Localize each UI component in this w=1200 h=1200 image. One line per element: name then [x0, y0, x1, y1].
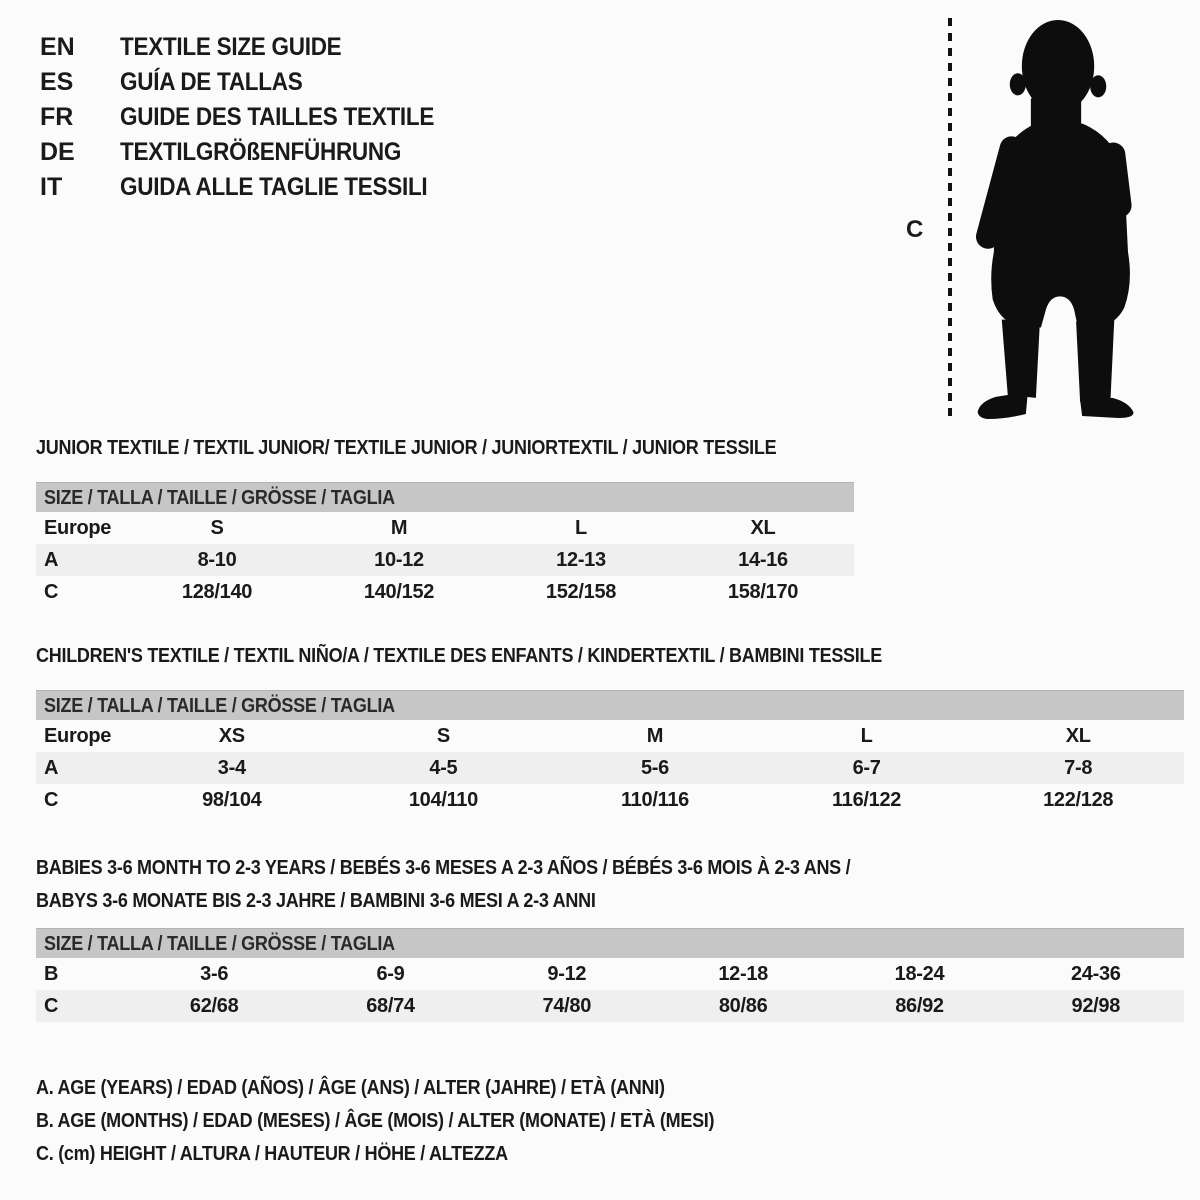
table-row	[36, 990, 1184, 1022]
height-value: 68/74	[366, 995, 415, 1017]
babies-section-title-line2: BABYS 3-6 MONATE BIS 2-3 JAHRE / BAMBINI 3-6 MESI A 2-3 ANNI	[36, 890, 596, 912]
junior-section-title: JUNIOR TEXTILE / TEXTIL JUNIOR/ TEXTILE JUNIOR / JUNIORTEXTIL / JUNIOR TESSILE	[36, 437, 777, 459]
guide-title: GUIDE DES TAILLES TEXTILE	[120, 103, 435, 131]
table-row	[36, 720, 1184, 752]
size-header-bar: SIZE / TALLA / TAILLE / GRÖSSE / TAGLIA	[36, 928, 1184, 958]
guide-title: TEXTILE SIZE GUIDE	[120, 33, 342, 61]
age-value: 10-12	[374, 549, 424, 571]
size-value: M	[390, 517, 408, 539]
note-c: C. (cm) HEIGHT / ALTURA / HAUTEUR / HÖHE / ALTEZZA	[36, 1143, 508, 1165]
row-label: C	[44, 789, 59, 811]
language-row	[40, 30, 469, 65]
age-value: 18-24	[894, 963, 945, 985]
age-value: 9-12	[547, 963, 587, 985]
language-row	[40, 135, 469, 170]
height-measure-label: C	[906, 216, 924, 243]
toddler-silhouette-icon	[965, 18, 1147, 420]
height-value: 98/104	[202, 789, 262, 811]
table-row	[36, 958, 1184, 990]
language-code: ES	[40, 68, 74, 96]
legend-notes	[36, 1072, 790, 1171]
size-header-bar: SIZE / TALLA / TAILLE / GRÖSSE / TAGLIA	[36, 690, 1184, 720]
age-value: 14-16	[738, 549, 788, 571]
row-label: C	[44, 995, 59, 1017]
age-value: 7-8	[1064, 757, 1093, 779]
age-value: 12-13	[556, 549, 606, 571]
note-a: A. AGE (YEARS) / EDAD (AÑOS) / ÂGE (ANS) / ALTER (JAHRE) / ETÀ (ANNI)	[36, 1077, 665, 1099]
row-label: Europe	[44, 517, 112, 539]
guide-title: GUÍA DE TALLAS	[120, 68, 303, 96]
age-value: 3-6	[200, 963, 229, 985]
height-value: 116/122	[832, 789, 902, 811]
size-value: S	[436, 725, 450, 747]
table-row	[36, 576, 854, 608]
language-code: EN	[40, 33, 75, 61]
size-value: XL	[750, 517, 776, 539]
height-value: 110/116	[620, 789, 689, 811]
row-label: A	[44, 549, 59, 571]
size-value: XS	[218, 725, 245, 747]
table-row	[36, 784, 1184, 816]
size-value: XL	[1065, 725, 1091, 747]
height-value: 104/110	[408, 789, 478, 811]
height-value: 122/128	[1043, 789, 1114, 811]
note-b: B. AGE (MONTHS) / EDAD (MESES) / ÂGE (MOIS) / ALTER (MONATE) / ETÀ (MESI)	[36, 1110, 715, 1132]
row-label: C	[44, 581, 59, 603]
age-value: 24-36	[1070, 963, 1121, 985]
height-value: 128/140	[181, 581, 253, 603]
language-code: FR	[40, 103, 74, 131]
junior-section	[36, 437, 854, 608]
language-title-list	[40, 30, 469, 205]
height-measure-line-icon	[946, 16, 954, 420]
age-value: 8-10	[197, 549, 237, 571]
size-value: L	[575, 517, 587, 539]
row-label: Europe	[44, 725, 112, 747]
height-value: 62/68	[189, 995, 239, 1017]
language-row	[40, 170, 469, 205]
size-value: L	[860, 725, 873, 747]
guide-title: GUIDA ALLE TAGLIE TESSILI	[120, 173, 428, 201]
table-row	[36, 512, 854, 544]
language-row	[40, 100, 469, 135]
language-code: DE	[40, 138, 75, 166]
height-value: 92/98	[1071, 995, 1121, 1017]
guide-title: TEXTILGRÖßENFÜHRUNG	[120, 138, 402, 166]
age-value: 12-18	[718, 963, 768, 985]
height-value: 152/158	[545, 581, 617, 603]
children-section-title: CHILDREN'S TEXTILE / TEXTIL NIÑO/A / TEXTILE DES ENFANTS / KINDERTEXTIL / BAMBINI TESSILE	[36, 645, 882, 667]
language-code: IT	[40, 173, 63, 201]
size-header-bar: SIZE / TALLA / TAILLE / GRÖSSE / TAGLIA	[36, 482, 854, 512]
babies-section	[36, 852, 1184, 1022]
age-value: 6-7	[852, 757, 881, 779]
age-value: 4-5	[429, 757, 458, 779]
language-row	[40, 65, 469, 100]
age-value: 6-9	[376, 963, 405, 985]
size-value: M	[646, 725, 664, 747]
age-value: 3-4	[217, 757, 246, 779]
babies-section-title-line1: BABIES 3-6 MONTH TO 2-3 YEARS / BEBÉS 3-6 MESES A 2-3 AÑOS / BÉBÉS 3-6 MOIS À 2-3 ANS /	[36, 857, 851, 879]
children-section	[36, 645, 1184, 816]
row-label: B	[44, 963, 59, 985]
height-value: 158/170	[727, 581, 799, 603]
height-value: 74/80	[542, 995, 592, 1017]
table-row	[36, 752, 1184, 784]
row-label: A	[44, 757, 59, 779]
age-value: 5-6	[640, 757, 669, 779]
size-value: S	[210, 517, 224, 539]
height-value: 86/92	[895, 995, 944, 1017]
height-value: 80/86	[718, 995, 768, 1017]
table-row	[36, 544, 854, 576]
height-value: 140/152	[363, 581, 435, 603]
